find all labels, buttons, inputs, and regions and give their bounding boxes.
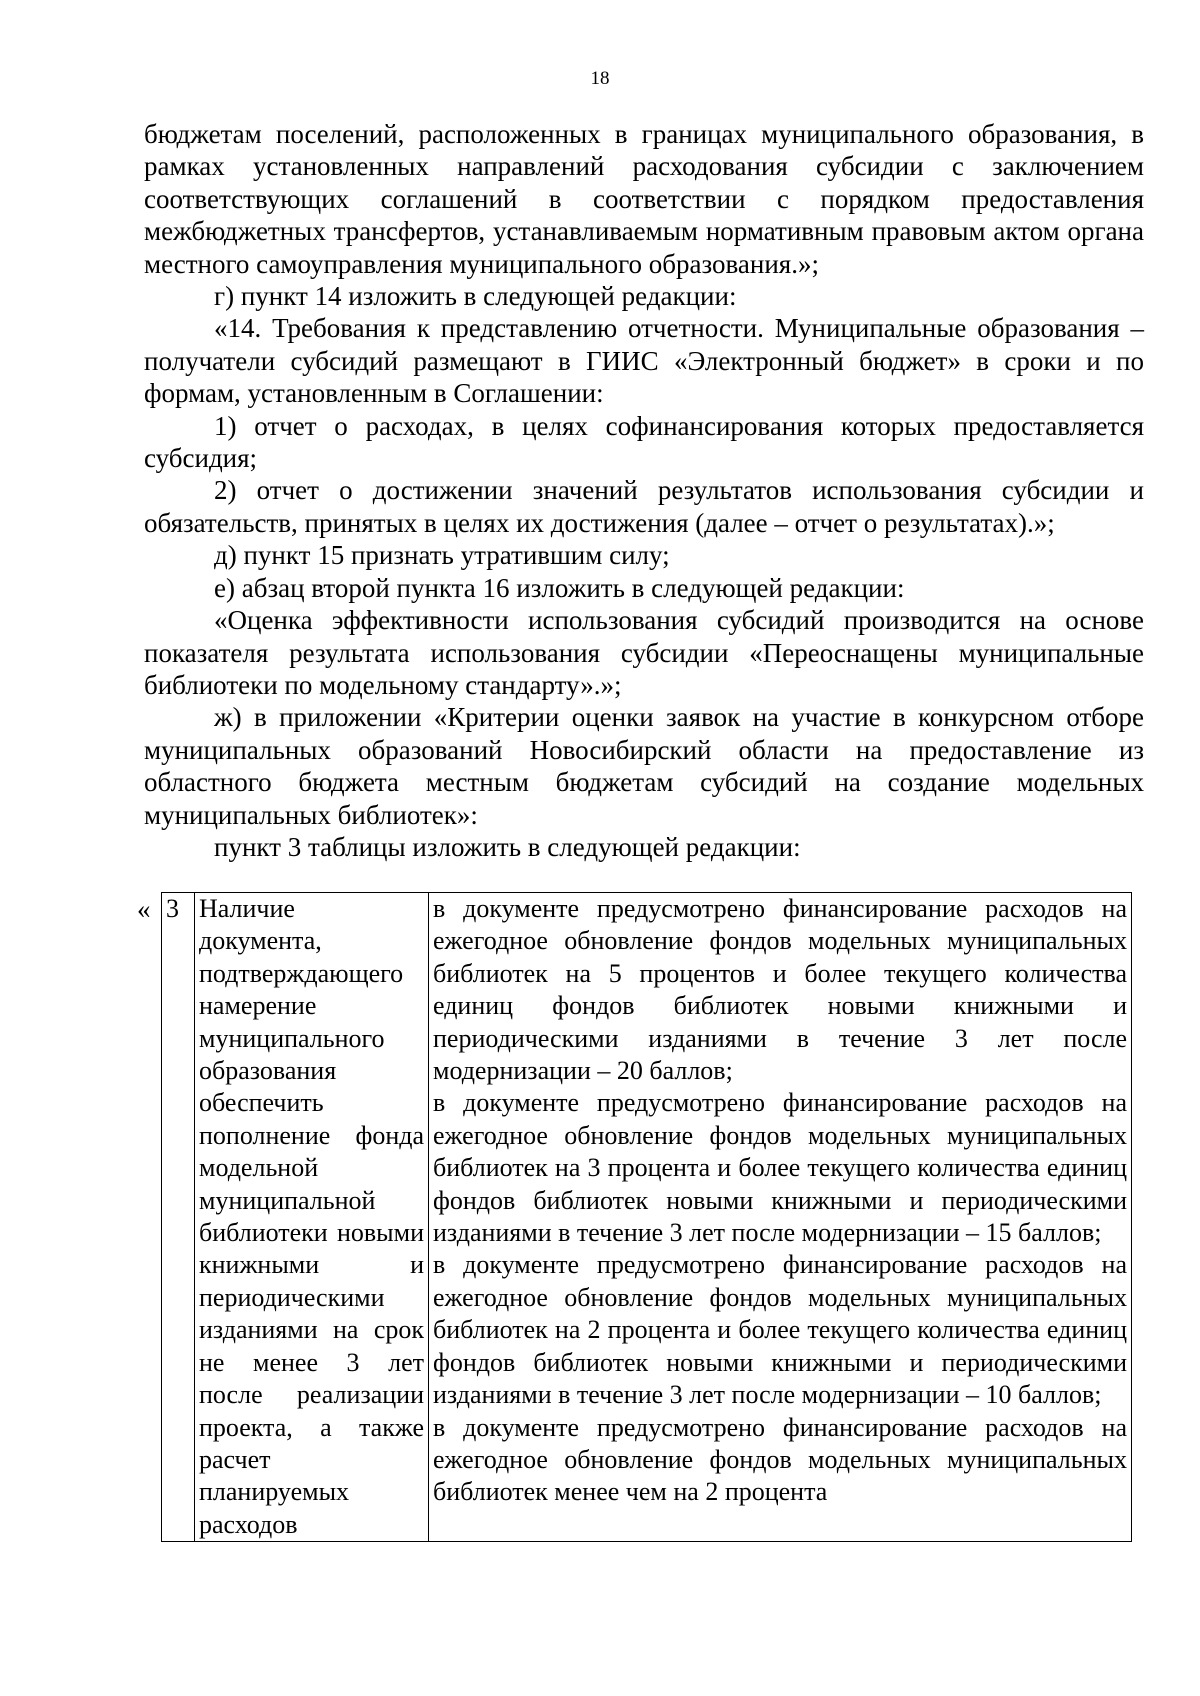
- paragraph-item-zh: ж) в приложении «Критерии оценки заявок на участие в конкурсном отборе муниципальных образований Новосибирский области на предоставление из областного бюджета местным бюджетам субсидий на создание модельных муниципальных библиотек»:: [144, 702, 1144, 830]
- paragraph-table-intro: пункт 3 таблицы изложить в следующей редакции:: [214, 831, 801, 862]
- table-row: [162, 893, 1132, 1542]
- criteria-table: [161, 892, 1132, 1542]
- paragraph-report-1: 1) отчет о расходах, в целях софинансирования которых предоставляется субсидия;: [144, 410, 1144, 474]
- scores-cell: [429, 893, 1132, 1542]
- paragraph-item-d: д) пункт 15 признать утратившим силу;: [214, 540, 670, 571]
- table-opening-quote: «: [137, 894, 151, 924]
- paragraph-item-g: г) пункт 14 изложить в следующей редакции:: [214, 281, 737, 312]
- score-item-10: в документе предусмотрено финансирование расходов на ежегодное обновление фондов модельных муниципальных библиотек на 2 процента и более текущего количества единиц фондов библиотек новыми книжными и периодическими изданиями в течение 3 лет после модернизации – 10 баллов;: [433, 1250, 1127, 1410]
- score-item-20: в документе предусмотрено финансирование расходов на ежегодное обновление фондов модельных муниципальных библиотек на 5 процентов и более текущего количества единиц фондов библиотек новыми книжными и периодическими изданиями в течение 3 лет после модернизации – 20 баллов;: [433, 894, 1127, 1086]
- page-number: 18: [590, 68, 610, 89]
- document-body: [144, 118, 1144, 863]
- paragraph-continuation: бюджетам поселений, расположенных в границах муниципального образования, в рамках установленных направлений расходования субсидии с заключением соответствующих соглашений в соответствии с порядком предоставления межбюджетных трансфертов, устанавливаемым нормативным правовым актом органа местного самоуправления муниципального образования.»;: [144, 119, 1144, 279]
- paragraph-report-2: 2) отчет о достижении значений результатов использования субсидии и обязательств, принятых в целях их достижения (далее – отчет о результатах).»;: [144, 475, 1144, 538]
- paragraph-item-e: е) абзац второй пункта 16 изложить в следующей редакции:: [214, 572, 905, 603]
- row-number-cell: 3: [162, 893, 195, 1542]
- paragraph-clause-14: «14. Требования к представлению отчетности. Муниципальные образования – получатели субсидий размещают в ГИИС «Электронный бюджет» в сроки и по формам, установленным в Соглашении:: [144, 313, 1144, 409]
- paragraph-efficiency: «Оценка эффективности использования субсидий производится на основе показателя результата использования субсидии «Переоснащены муниципальные библиотеки по модельному стандарту».»;: [144, 605, 1144, 700]
- score-item-15: в документе предусмотрено финансирование расходов на ежегодное обновление фондов модельных муниципальных библиотек на 3 процента и более текущего количества единиц фондов библиотек новыми книжными и периодическими изданиями в течение 3 лет после модернизации – 15 баллов;: [433, 1088, 1127, 1248]
- criterion-cell: Наличие документа, подтверждающего намерение муниципального образования обеспечить пополнение фонда модельной муниципальной библиотеки новыми книжными и периодическими изданиями на срок не менее 3 лет после реализации проекта, а также расчет планируемых расходов: [195, 893, 429, 1542]
- score-item-less-2: в документе предусмотрено финансирование расходов на ежегодное обновление фондов модельных муниципальных библиотек менее чем на 2 процента: [433, 1412, 1127, 1507]
